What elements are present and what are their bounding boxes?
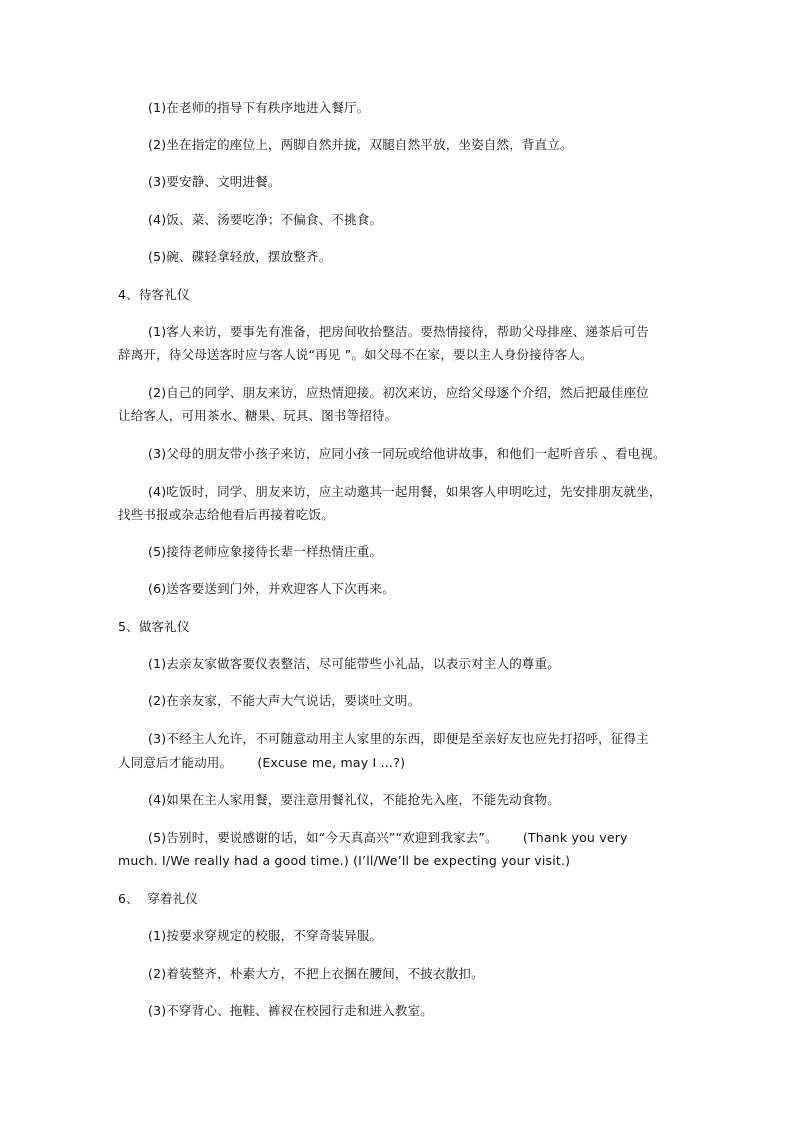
- item-hosting-5: (5)接待老师应象接待长辈一样热情庄重。: [148, 544, 383, 559]
- item-hosting-3: (3)父母的朋友带小孩子来访，应同小孩一同玩或给他讲故事，和他们一起听音乐 、看电视。: [148, 446, 666, 461]
- item-dining-5: (5)碗、碟轻拿轻放，摆放整齐。: [148, 249, 332, 264]
- section-heading-hosting: 4、待客礼仪: [118, 287, 190, 302]
- item-hosting-6: (6)送客要送到门外，并欢迎客人下次再来。: [148, 581, 395, 596]
- item-dining-1: (1)在老师的指导下有秩序地进入餐厅。: [148, 100, 370, 115]
- item-hosting-1-line1: (1)客人来访，要事先有准备，把房间收拾整洁。要热情接待，帮助父母排座、递茶后可告: [148, 324, 649, 339]
- item-visiting-5-line1: (5)告别时，要说感谢的话，如“今天真高兴”“欢迎到我家去”。 (Thank you very: [148, 830, 628, 845]
- item-visiting-5-line2: much. I/We really had a good time.) (I’ll/We’ll be expecting your visit.): [118, 853, 571, 868]
- item-hosting-2-line1: (2)自己的同学、朋友来访，应热情迎接。初次来访，应给父母逐个介绍，然后把最佳座位: [148, 385, 649, 400]
- item-hosting-2-line2: 让给客人，可用茶水、糖果、玩具、图书等招待。: [118, 408, 398, 423]
- item-visiting-4: (4)如果在主人家用餐，要注意用餐礼仪，不能抢先入座，不能先动食物。: [148, 792, 561, 807]
- item-visiting-3-line2: 人同意后才能动用。 (Excuse me, may I …?): [118, 755, 406, 770]
- item-dress-2: (2)着装整齐，朴素大方，不把上衣捆在腰间，不披衣散扣。: [148, 966, 484, 981]
- section-heading-dress: 6、 穿着礼仪: [118, 891, 198, 906]
- item-visiting-1: (1)去亲友家做客要仪表整洁，尽可能带些小礼品，以表示对主人的尊重。: [148, 656, 561, 671]
- item-visiting-2: (2)在亲友家，不能大声大气说话，要谈吐文明。: [148, 693, 421, 708]
- item-dining-4: (4)饭、菜、汤要吃净；不偏食、不挑食。: [148, 212, 383, 227]
- item-dress-1: (1)按要求穿规定的校服，不穿奇装异服。: [148, 928, 383, 943]
- item-dress-3: (3)不穿背心、拖鞋、裤衩在校园行走和进入教室。: [148, 1003, 434, 1018]
- item-hosting-1-line2: 辞离开，待父母送客时应与客人说“再见 ”。如父母不在家，要以主人身份接待客人。: [118, 347, 593, 362]
- item-dining-3: (3)要安静、文明进餐。: [148, 174, 281, 189]
- item-hosting-4-line1: (4)吃饭时，同学、朋友来访，应主动邀其一起用餐，如果客人申明吃过，先安排朋友就坐，: [148, 484, 662, 499]
- section-heading-visiting: 5、做客礼仪: [118, 619, 190, 634]
- item-dining-2: (2)坐在指定的座位上，两脚自然并拢，双腿自然平放，坐姿自然，背直立。: [148, 137, 573, 152]
- item-visiting-3-line1: (3)不经主人允许，不可随意动用主人家里的东西，即便是至亲好友也应先打招呼，征得主: [148, 731, 649, 746]
- item-hosting-4-line2: 找些书报或杂志给他看后再接着吃饭。: [118, 507, 334, 522]
